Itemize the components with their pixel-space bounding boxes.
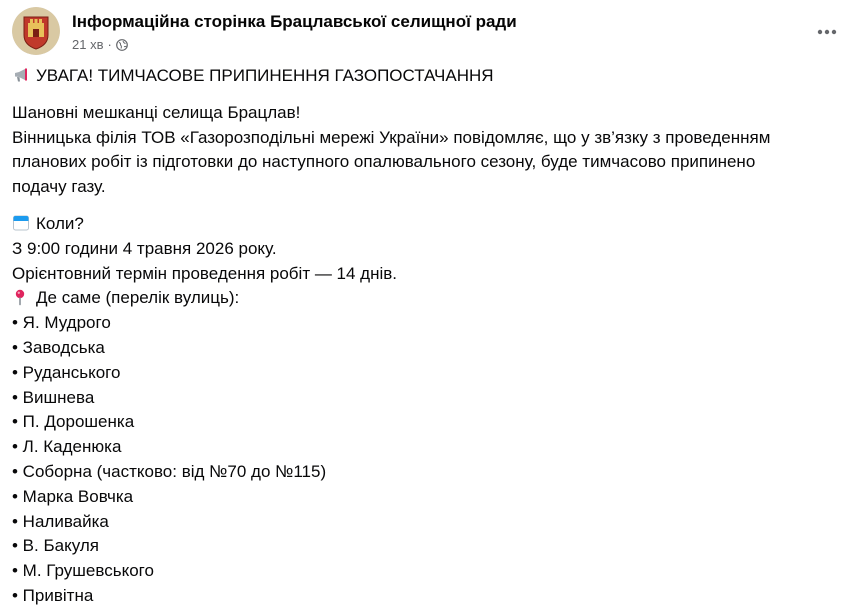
spacer <box>12 200 847 212</box>
when-heading <box>12 212 847 237</box>
page-avatar[interactable] <box>12 7 60 55</box>
headline-text: УВАГА! ТИМЧАСОВЕ ПРИПИНЕННЯ ГАЗОПОСТАЧАННЯ <box>36 66 494 85</box>
list-item: • Заводська <box>12 337 105 357</box>
list-item: • Соборна (частково: від №70 до №115) <box>12 461 327 481</box>
calendar-icon <box>12 214 30 232</box>
when-value: З 9:00 години 4 травня 2026 року. <box>12 238 277 258</box>
spacer <box>12 89 847 101</box>
post-timestamp[interactable]: 21 хв <box>72 37 104 52</box>
pin-icon <box>12 288 30 306</box>
coat-of-arms-logo <box>12 7 60 55</box>
list-item: • П. Дорошенка <box>12 412 135 432</box>
list-item: • Наливайка <box>12 511 109 531</box>
page-name-link[interactable]: Інформаційна сторінка Брацлавської селищної ради <box>72 12 517 31</box>
body-text-line-3: подачу газу. <box>12 177 106 197</box>
where-heading <box>12 286 847 311</box>
post-header <box>12 6 845 58</box>
list-item: • В. Бакуля <box>12 536 99 556</box>
body-text-line-2: планових робіт із підготовки до наступного опалювального сезону, буде тимчасово припинено <box>12 152 756 172</box>
more-horizontal-icon <box>817 29 837 35</box>
duration-text: Орієнтовний термін проведення робіт — 14 днів. <box>12 263 398 283</box>
list-item: • Привітна <box>12 585 94 605</box>
street-list <box>12 311 847 609</box>
where-label: Де саме (перелік вулиць): <box>36 288 240 308</box>
post-meta <box>72 37 128 52</box>
post-text <box>12 64 847 609</box>
when-label: Коли? <box>36 213 84 233</box>
globe-icon[interactable] <box>116 39 128 51</box>
megaphone-icon <box>12 66 30 84</box>
list-item: • Руданського <box>12 362 121 382</box>
greeting-text: Шановні мешканці селища Брацлав! <box>12 102 301 122</box>
list-item: • Я. Мудрого <box>12 313 111 333</box>
list-item: • Марка Вовчка <box>12 486 134 506</box>
post-headline <box>12 64 847 89</box>
body-text-line-1: Вінницька філія ТОВ «Газорозподільні мережі України» повідомляє, що у зв’язку з проведенням <box>12 127 771 147</box>
list-item: • М. Грушевського <box>12 561 154 581</box>
more-options-button[interactable] <box>809 14 845 50</box>
meta-separator: · <box>107 37 112 52</box>
list-item: • Вишнева <box>12 387 95 407</box>
list-item: • Л. Каденюка <box>12 437 122 457</box>
